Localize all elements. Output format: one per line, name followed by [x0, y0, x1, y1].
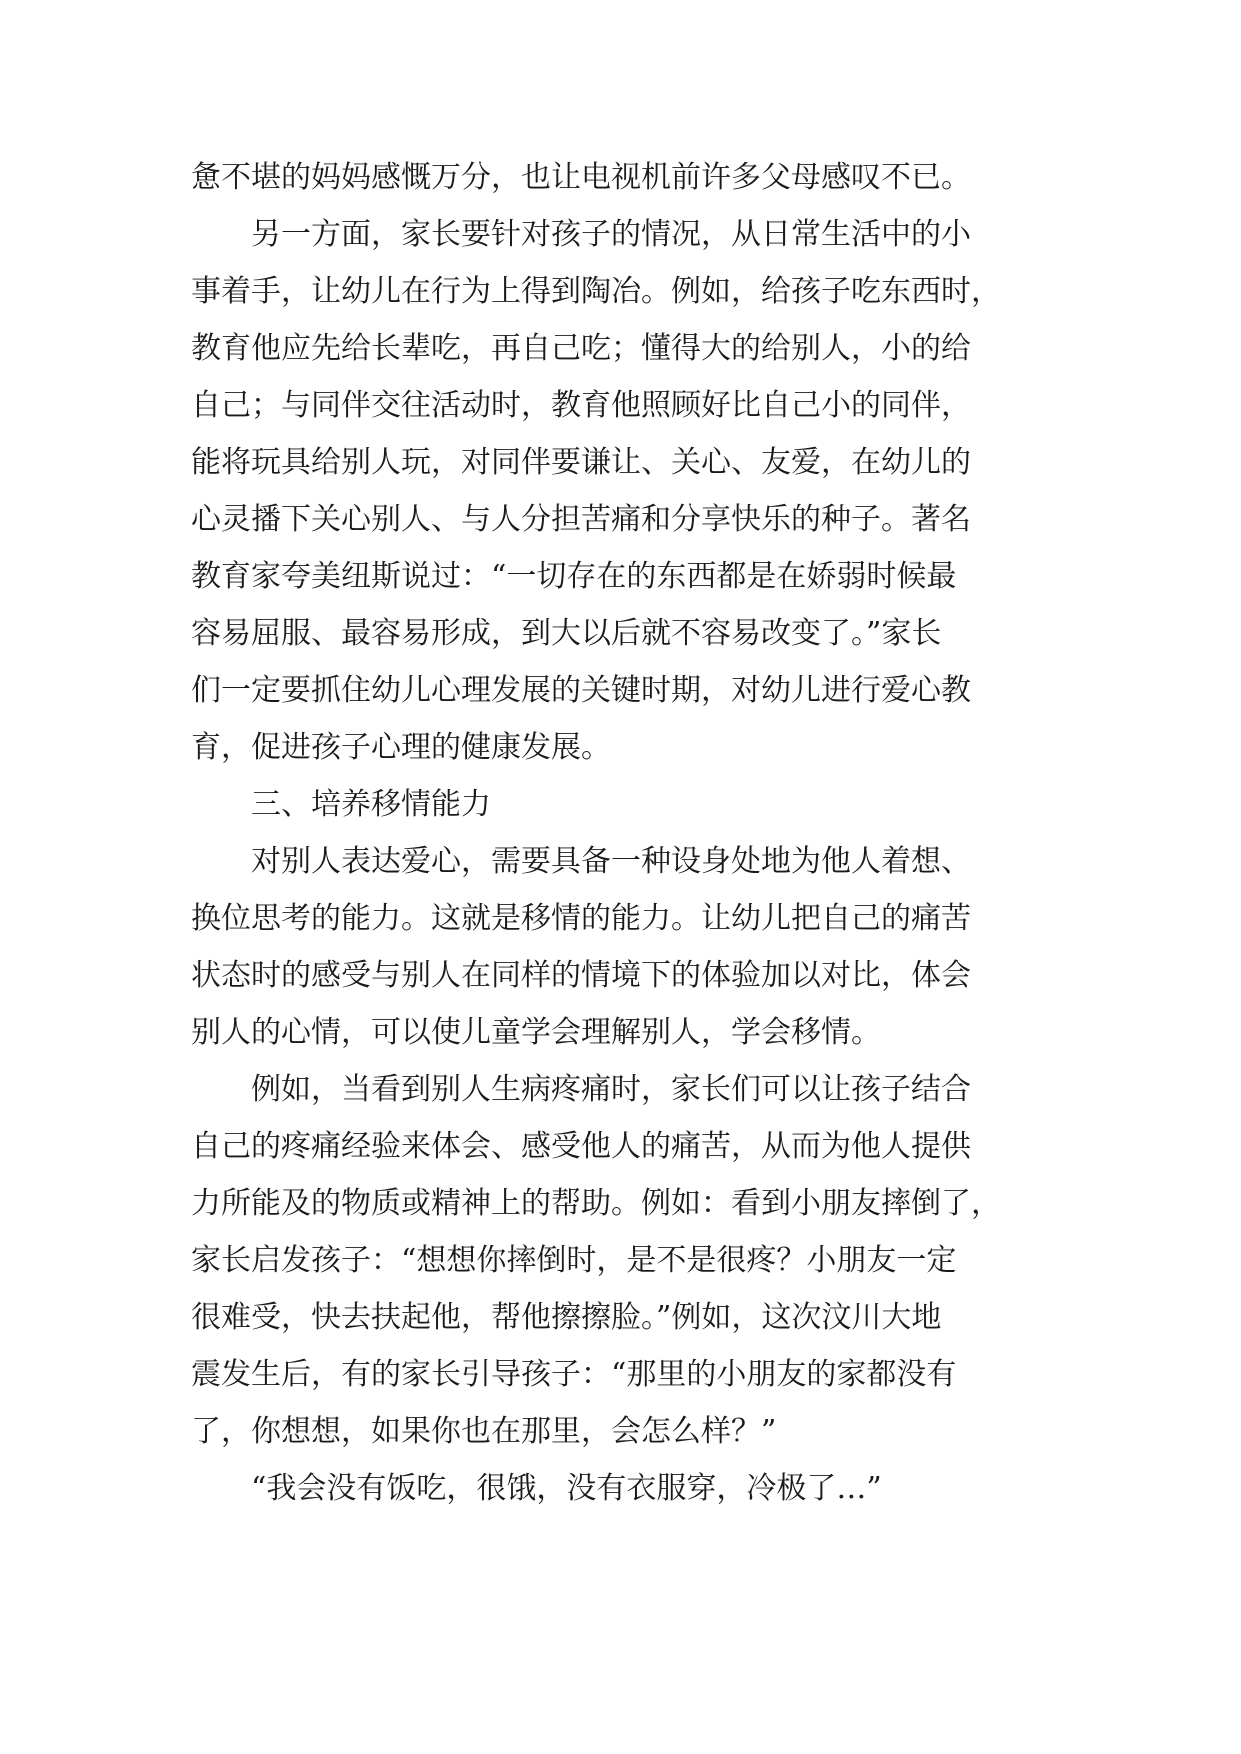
text-line: 了，你想想，如果你也在那里，会怎么样？” — [191, 1414, 777, 1449]
paragraph-first-line: “我会没有饭吃，很饿，没有衣服穿，冷极了…” — [251, 1471, 882, 1506]
section-heading: 三、培养移情能力 — [251, 787, 491, 822]
text-line: 能将玩具给别人玩，对同伴要谦让、关心、友爱，在幼儿的 — [191, 445, 971, 480]
text-line: 自己的疼痛经验来体会、感受他人的痛苦，从而为他人提供 — [191, 1129, 971, 1164]
text-line: 心灵播下关心别人、与人分担苦痛和分享快乐的种子。著名 — [191, 502, 971, 537]
text-line: 力所能及的物质或精神上的帮助。例如：看到小朋友摔倒了， — [191, 1186, 1001, 1221]
text-line: 惫不堪的妈妈感慨万分，也让电视机前许多父母感叹不已。 — [191, 160, 971, 195]
text-line: 们一定要抓住幼儿心理发展的关键时期，对幼儿进行爱心教 — [191, 673, 971, 708]
text-line: 事着手，让幼儿在行为上得到陶冶。例如，给孩子吃东西时， — [191, 274, 1001, 309]
text-line: 震发生后，有的家长引导孩子：“那里的小朋友的家都没有 — [191, 1357, 957, 1392]
text-line: 换位思考的能力。这就是移情的能力。让幼儿把自己的痛苦 — [191, 901, 971, 936]
text-line: 家长启发孩子：“想想你摔倒时，是不是很疼？小朋友一定 — [191, 1243, 957, 1278]
paragraph-first-line: 对别人表达爱心，需要具备一种设身处地为他人着想、 — [251, 844, 971, 879]
text-line: 容易屈服、最容易形成，到大以后就不容易改变了。”家长 — [191, 616, 942, 651]
text-line: 很难受，快去扶起他，帮他擦擦脸。”例如，这次汶川大地 — [191, 1300, 942, 1335]
text-line: 别人的心情，可以使儿童学会理解别人，学会移情。 — [191, 1015, 881, 1050]
text-line: 育，促进孩子心理的健康发展。 — [191, 730, 611, 765]
paragraph-first-line: 另一方面，家长要针对孩子的情况，从日常生活中的小 — [251, 217, 971, 252]
text-line: 教育他应先给长辈吃，再自己吃；懂得大的给别人，小的给 — [191, 331, 971, 366]
paragraph-first-line: 例如，当看到别人生病疼痛时，家长们可以让孩子结合 — [251, 1072, 971, 1107]
text-line: 自己；与同伴交往活动时，教育他照顾好比自己小的同伴， — [191, 388, 971, 423]
text-line: 状态时的感受与别人在同样的情境下的体验加以对比，体会 — [191, 958, 971, 993]
text-line: 教育家夸美纽斯说过：“一切存在的东西都是在娇弱时候最 — [191, 559, 957, 594]
